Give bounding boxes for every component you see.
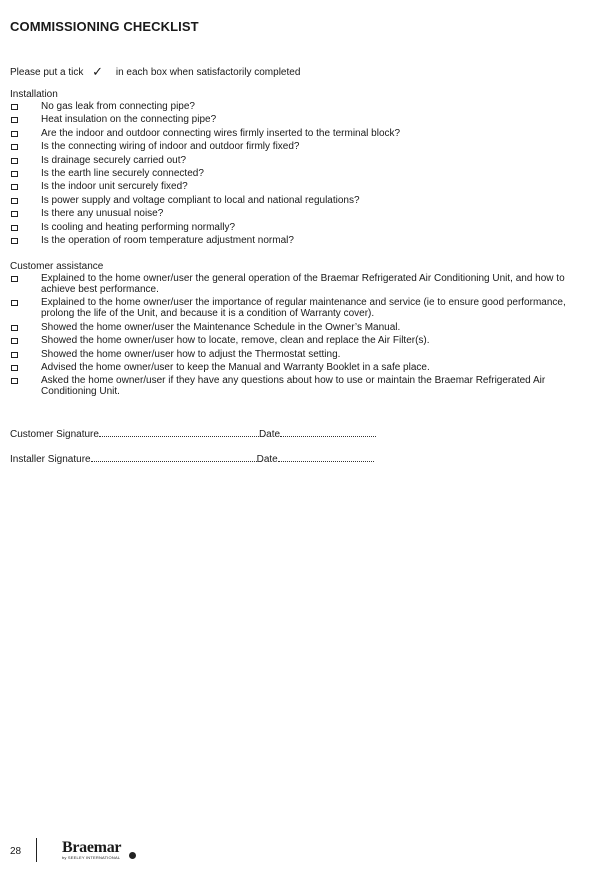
checkbox-icon[interactable] [11, 171, 18, 177]
checkbox-icon[interactable] [11, 117, 18, 123]
customer-signature-line [10, 428, 376, 440]
checklist-item [10, 322, 585, 333]
checklist-item-text: Is the earth line securely connected? [41, 167, 204, 179]
footer-divider [36, 838, 37, 862]
checkbox-icon[interactable] [11, 325, 18, 331]
installer-signature-field[interactable] [91, 453, 257, 462]
checklist-item-text: No gas leak from connecting pipe? [41, 101, 195, 112]
checklist-item-text: Explained to the home owner/user the general operation of the Braemar Refrigerated Air Conditioning Unit, and how to achieve best performance. [41, 273, 565, 295]
checkbox-icon[interactable] [11, 198, 18, 204]
checklist-item [10, 155, 585, 166]
logo-wordmark: Braemar [62, 839, 122, 856]
checklist-item [10, 195, 585, 206]
installer-date-label: Date [256, 454, 278, 465]
customer-list [10, 273, 585, 397]
page-title: COMMISSIONING CHECKLIST [10, 19, 199, 34]
checkbox-icon[interactable] [11, 338, 18, 344]
checkbox-icon[interactable] [11, 131, 18, 137]
logo-subtitle: by SEELEY INTERNATIONAL [62, 855, 121, 860]
checklist-item-text: Asked the home owner/user if they have any questions about how to use or maintain the Braemar Refrigerated Air Conditioning Unit. [41, 375, 546, 398]
checklist-item [10, 362, 585, 373]
checklist-item-text: Are the indoor and outdoor connecting wires firmly inserted to the terminal block? [41, 127, 401, 139]
checkbox-icon[interactable] [11, 104, 18, 110]
checkbox-icon[interactable] [11, 144, 18, 150]
checklist-item [10, 349, 585, 360]
checklist-item-text: Showed the home owner/user the Maintenance Schedule in the Owner’s Manual. [41, 321, 401, 333]
checklist-item [10, 208, 585, 219]
checkbox-icon[interactable] [11, 352, 18, 358]
installer-date-field[interactable] [278, 453, 374, 462]
checklist-item-text: Showed the home owner/user how to locate, remove, clean and replace the Air Filter(s). [41, 335, 430, 347]
checklist-item [10, 297, 585, 319]
checklist-item [10, 114, 585, 125]
checklist-item [10, 168, 585, 179]
checklist-item-text: Is cooling and heating performing normally? [41, 221, 235, 233]
checklist-item-text: Is the operation of room temperature adjustment normal? [41, 234, 294, 246]
checkbox-icon[interactable] [11, 378, 18, 384]
checkbox-icon[interactable] [11, 225, 18, 231]
installer-signature-line [10, 453, 374, 465]
checkbox-icon[interactable] [11, 300, 18, 306]
customer-signature-field[interactable] [99, 428, 259, 437]
checklist-item-text: Is the connecting wiring of indoor and outdoor firmly fixed? [41, 141, 300, 153]
checkbox-icon[interactable] [11, 365, 18, 371]
checklist-item-text: Is power supply and voltage compliant to local and national regulations? [41, 194, 360, 206]
tick-icon: ✓ [92, 64, 104, 79]
customer-heading: Customer assistance [10, 261, 104, 272]
customer-signature-label: Customer Signature [10, 429, 99, 440]
checklist-item [10, 273, 585, 295]
checkbox-icon[interactable] [11, 276, 18, 282]
page-number: 28 [10, 846, 22, 857]
checklist-item-text: Heat insulation on the connecting pipe? [41, 114, 217, 126]
checklist-item-text: Is the indoor unit sercurely fixed? [41, 181, 188, 193]
installation-list [10, 101, 585, 246]
customer-date-field[interactable] [280, 428, 376, 437]
checklist-item [10, 222, 585, 233]
checklist-item-text: Advised the home owner/user to keep the Manual and Warranty Booklet in a safe place. [41, 361, 430, 373]
instruction-line [10, 63, 300, 79]
customer-section [10, 261, 585, 400]
checklist-item [10, 128, 585, 139]
checkbox-icon[interactable] [11, 158, 18, 164]
checklist-item [10, 181, 585, 192]
checklist-item [10, 335, 585, 346]
checklist-item [10, 101, 585, 112]
seeley-seal-icon [129, 852, 136, 859]
checklist-item-text: Is drainage securely carried out? [41, 154, 187, 166]
checkbox-icon[interactable] [11, 238, 18, 244]
checklist-item [10, 235, 585, 246]
instruction-after: in each box when satisfactorily completed [115, 67, 301, 78]
checklist-item-text: Showed the home owner/user how to adjust the Thermostat setting. [41, 348, 341, 360]
braemar-logo [60, 839, 140, 863]
checkbox-icon[interactable] [11, 184, 18, 190]
checklist-item [10, 375, 585, 397]
installation-heading: Installation [10, 89, 58, 100]
checkbox-icon[interactable] [11, 211, 18, 217]
instruction-before: Please put a tick [10, 67, 84, 78]
customer-date-label: Date [258, 429, 281, 440]
checklist-item-text: Is there any unusual noise? [41, 208, 164, 220]
checklist-item [10, 141, 585, 152]
checklist-item-text: Explained to the home owner/user the importance of regular maintenance and service (ie to ensure good performance, prolong the life of the Unit, and because it is a condition of Warranty cover). [41, 297, 566, 320]
installation-section [10, 89, 585, 248]
installer-signature-label: Installer Signature [10, 454, 91, 465]
